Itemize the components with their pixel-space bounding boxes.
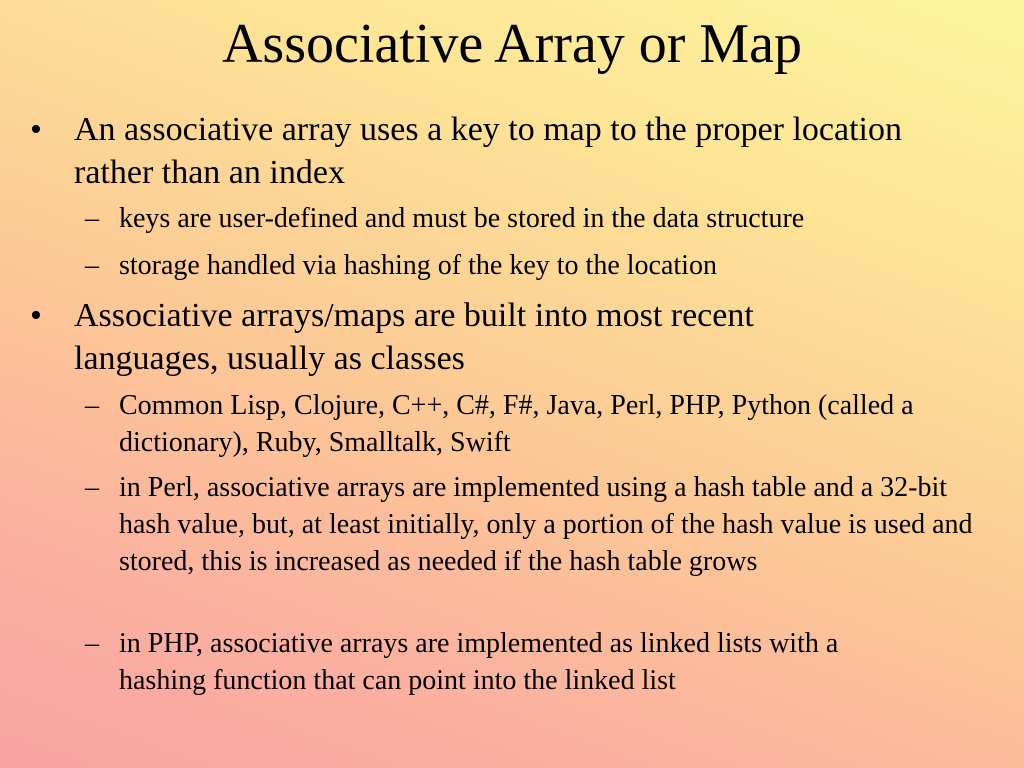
sub-bullet-item bbox=[85, 469, 999, 580]
bullet-text: Associative arrays/maps are built into most recent languages, usually as classes bbox=[74, 297, 754, 377]
dash-icon: – bbox=[85, 203, 99, 234]
sub-bullet-text: storage handled via hashing of the key to the location bbox=[119, 250, 717, 281]
bullet-icon: • bbox=[30, 297, 42, 334]
bullet-text: An associative array uses a key to map to the proper location rather than an index bbox=[74, 111, 903, 191]
sub-bullet-text: Common Lisp, Clojure, C++, C#, F#, Java, Perl, PHP, Python (called a dictionary), Ruby, Smalltalk, Swift bbox=[119, 390, 914, 458]
bullet-icon: • bbox=[30, 111, 42, 148]
slide-title: Associative Array or Map bbox=[221, 13, 803, 75]
bullet-item bbox=[30, 294, 904, 380]
dash-icon: – bbox=[85, 390, 99, 421]
sub-bullet-item bbox=[85, 625, 919, 699]
dash-icon: – bbox=[85, 628, 99, 659]
sub-bullet-item bbox=[85, 387, 979, 461]
bullet-item bbox=[30, 108, 934, 194]
dash-icon: – bbox=[85, 250, 99, 281]
sub-bullet-text: keys are user-defined and must be stored in the data structure bbox=[119, 203, 805, 234]
sub-bullet-text: in PHP, associative arrays are implemented as linked lists with a hashing function that can point into the linked list bbox=[119, 628, 839, 696]
sub-bullet-text: in Perl, associative arrays are implemented using a hash table and a 32-bit hash value, but, at least initially, only a portion of the hash value is used and stored, this is increased as needed if the hash table grows bbox=[119, 472, 973, 577]
sub-bullet-item bbox=[85, 247, 999, 284]
sub-bullet-item bbox=[85, 200, 999, 237]
dash-icon: – bbox=[85, 472, 99, 503]
